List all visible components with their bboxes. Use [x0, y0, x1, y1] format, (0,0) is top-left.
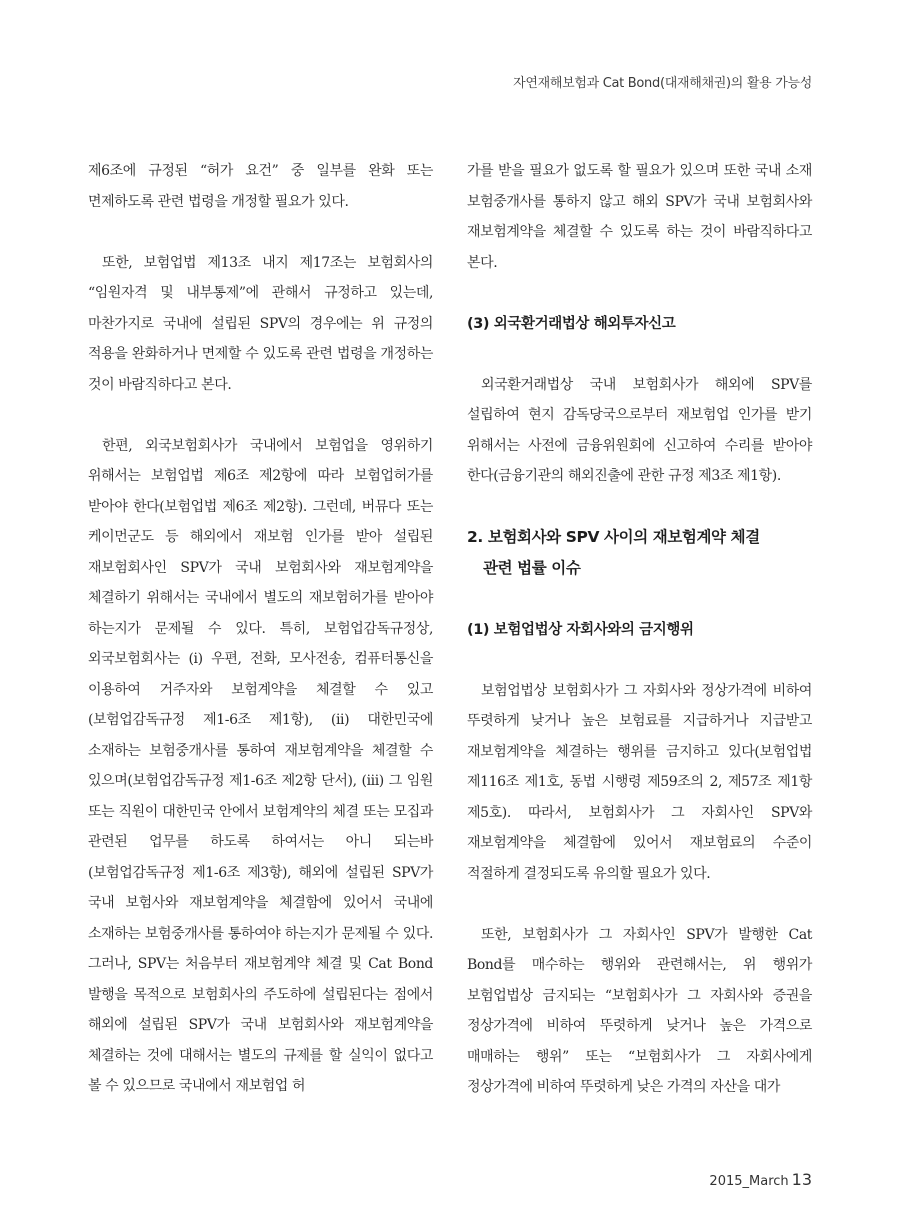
paragraph: 또한, 보험업법 제13조 내지 제17조는 보험회사의 “임원자격 및 내부통제”에 관해서 규정하고 있는데, 마찬가지로 국내에 설립된 SPV의 경우에는 위 규정의 적용을 완화하거나 면제할 수 있도록 관련 법령을 개정하는 것이 바람직하다고 본다. — [88, 254, 433, 393]
left-column — [88, 156, 433, 1132]
section-heading: (3) 외국환거래법상 해외투자신고 — [467, 315, 676, 332]
paragraph: 외국환거래법상 국내 보험회사가 해외에 SPV를 설립하여 현지 감독당국으로부터 재보험업 인가를 받기 위해서는 사전에 금융위원회에 신고하여 수리를 받아야 한다(금융기관의 해외진출에 관한 규정 제3조 제1항). — [467, 376, 812, 484]
chapter-heading-line2: 관련 법률 이슈 — [483, 559, 581, 577]
paragraph: 또한, 보험회사가 그 자회사인 SPV가 발행한 Cat Bond를 매수하는 행위와 관련해서는, 위 행위가 보험업법상 금지되는 “보험회사가 그 자회사와 증권을 정상가격에 비하여 뚜렷하게 낮거나 높은 가격으로 매매하는 행위” 또는 “보험회사가 그 자회사에게 정상가격에 비하여 뚜렷하게 낮은 가격의 자산을 대가 — [467, 926, 812, 1095]
paragraph: 한편, 외국보험회사가 국내에서 보험업을 영위하기 위해서는 보험업법 제6조 제2항에 따라 보험업허가를 받아야 한다(보험업법 제6조 제2항). 그런데, 버뮤다 또는 케이먼군도 등 해외에서 재보험 인가를 받아 설립된 재보험회사인 SPV가 국내 보험회사와 재보험계약을 체결하기 위해서는 국내에서 별도의 재보험허가를 받아야 하는지가 문제될 수 있다. 특히, 보험업감독규정상, 외국보험회사는 (i) 우편, 전화, 모사전송, 컴퓨터통신을 이용하여 거주자와 보험계약을 체결할 수 있고(보험업감독규정 제1-6조 제1항), (ii) 대한민국에 소재하는 보험중개사를 통하여 재보험계약을 체결할 수 있으며(보험업감독규정 제1-6조 제2항 단서), (iii) 그 임원 또는 직원이 대한민국 안에서 보험계약의 체결 또는 모집과 관련된 업무를 하도록 하여서는 아니 되는바(보험업감독규정 제1-6조 제3항), 해외에 설립된 SPV가 국내 보험사와 재보험계약을 체결함에 있어서 국내에 소재하는 보험중개사를 통하여야 하는지가 문제될 수 있다. 그러나, SPV는 처음부터 재보험계약 체결 및 Cat Bond 발행을 목적으로 보험회사의 주도하에 설립된다는 점에서 해외에 설립된 SPV가 국내 보험회사와 재보험계약을 체결하는 것에 대해서는 별도의 규제를 할 실익이 없다고 볼 수 있으므로 국내에서 재보험업 허 — [88, 437, 433, 1094]
chapter-heading — [467, 522, 812, 584]
paragraph: 보험업법상 보험회사가 그 자회사와 정상가격에 비하여 뚜렷하게 낮거나 높은 보험료를 지급하거나 지급받고 재보험계약을 체결하는 행위를 금지하고 있다(보험업법 제116조 제1호, 동법 시행령 제59조의 2, 제57조 제1항 제5호). 따라서, 보험회사가 그 자회사인 SPV와 재보험계약을 체결함에 있어서 재보험료의 수준이 적절하게 결정되도록 유의할 필요가 있다. — [467, 682, 812, 882]
right-column — [467, 156, 812, 1133]
paragraph: 가를 받을 필요가 없도록 할 필요가 있으며 또한 국내 소재 보험중개사를 통하지 않고 해외 SPV가 국내 보험회사와 재보험계약을 체결할 수 있도록 하는 것이 바람직하다고 본다. — [467, 163, 812, 271]
chapter-heading-line1: 2. 보험회사와 SPV 사이의 재보험계약 체결 — [467, 528, 760, 546]
page-footer — [709, 1170, 812, 1189]
running-header-title: 자연재해보험과 Cat Bond(대재해채권)의 활용 가능성 — [513, 76, 812, 91]
issue-label: 2015_March — [709, 1174, 789, 1189]
section-heading: (1) 보험업법상 자회사와의 금지행위 — [467, 621, 694, 638]
paragraph: 제6조에 규정된 “허가 요건” 중 일부를 완화 또는 면제하도록 관련 법령을 개정할 필요가 있다. — [88, 163, 433, 210]
page-number: 13 — [791, 1170, 812, 1189]
